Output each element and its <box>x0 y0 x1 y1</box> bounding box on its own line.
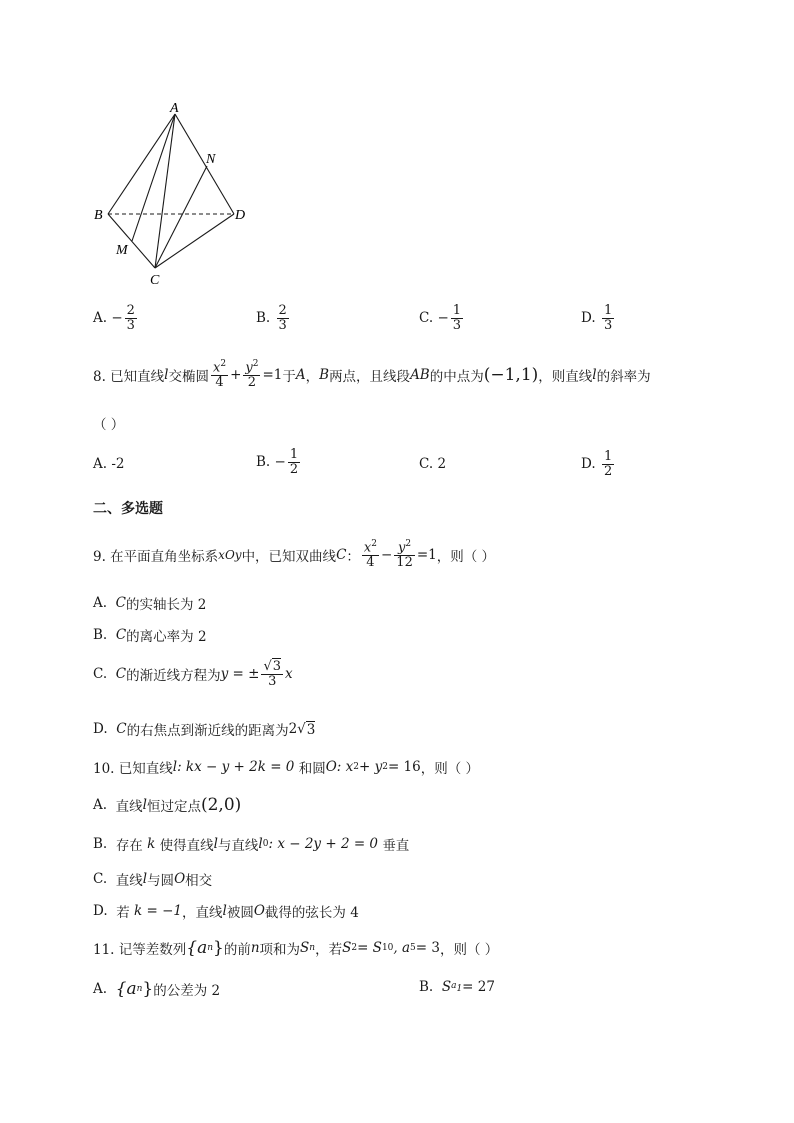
numerator: 1 <box>452 303 462 318</box>
option-sign: − <box>437 310 449 327</box>
option-text: 的公差为 2 <box>153 983 221 999</box>
option-letter: B. <box>93 627 108 643</box>
condition: S <box>342 940 352 956</box>
denominator: 4 <box>366 554 375 570</box>
option-text: 存在 <box>115 838 143 854</box>
q9-tail: ，则（ ） <box>436 548 496 565</box>
option-letter: B. <box>419 979 434 995</box>
fixed-point: (2,0) <box>200 795 242 815</box>
var-S: S <box>300 940 310 956</box>
option-letter: B. <box>256 310 271 327</box>
q8-text: 于 <box>282 368 296 385</box>
circle-equation: = 16 <box>387 759 421 775</box>
q11-text: 的前 <box>223 942 251 958</box>
fraction <box>288 448 300 476</box>
option-letter: A. <box>93 310 108 327</box>
fraction-y2-12: $\frac{y^2}{12}$ <box>396 539 413 570</box>
var-l: l <box>142 797 147 813</box>
option-letter: B. <box>256 454 271 471</box>
option-value: -2 <box>111 456 125 472</box>
var-y: y <box>220 666 229 683</box>
equals-one: =1 <box>416 546 437 563</box>
fraction <box>602 450 614 478</box>
denominator: 3 <box>126 317 135 333</box>
denominator: 2 <box>247 374 257 390</box>
label-N: N <box>206 152 216 167</box>
var-C: C <box>116 721 127 737</box>
q7-option-a[interactable] <box>93 304 139 332</box>
var-x: x <box>213 360 221 376</box>
label-C: C <box>150 273 160 288</box>
var-l: l <box>592 366 597 383</box>
numerator: 1 <box>289 447 299 462</box>
q10-text: 和圆 <box>298 761 326 777</box>
option-letter: A. <box>93 797 108 813</box>
q8-text: 的斜率为 <box>596 368 651 385</box>
var-S: S <box>441 979 452 995</box>
denominator: 3 <box>603 317 613 333</box>
plus-minus: = ± <box>232 666 260 683</box>
option-value: = 27 <box>462 979 495 995</box>
label-A: A <box>170 101 179 116</box>
radicand: 3 <box>306 721 316 738</box>
option-letter: C. <box>419 310 434 327</box>
option-text: 截得的弦长为 4 <box>264 905 359 921</box>
q11-stem: 11. 记等差数列 {a n } 的前 n 项和为 S n ，若 S 2 = S 10 , a 5 = 3 ，则（ ） <box>93 938 499 958</box>
q10-option-a[interactable] <box>93 795 241 815</box>
segment-CN <box>155 166 207 268</box>
var-l: l <box>142 871 148 887</box>
var-O: O <box>253 903 265 919</box>
edge-AD <box>175 114 234 214</box>
option-text: 直线 <box>115 799 143 815</box>
q8-option-a[interactable] <box>93 456 125 472</box>
option-letter: D. <box>93 903 108 919</box>
option-text: 使得直线 <box>159 838 214 854</box>
option-letter: A. <box>93 456 108 472</box>
var-l: l <box>164 366 169 383</box>
q8-text: 两点，且线段 <box>329 368 411 385</box>
var-C: C <box>115 595 126 611</box>
line-equation: : kx − y + 2k = 0 <box>177 759 295 775</box>
denominator: 3 <box>452 317 462 333</box>
q10-option-b[interactable]: B. 存在 k 使得直线 l 与直线 l 0 : x − 2y + 2 = 0 垂直 <box>93 836 410 854</box>
option-text: 与圆 <box>147 873 175 889</box>
q11-text: ，若 <box>315 942 343 958</box>
option-letter: A. <box>93 595 108 611</box>
circle-equation: : x <box>336 759 354 775</box>
option-letter: D. <box>581 310 596 327</box>
q8-prefix: 8. 已知直线 <box>93 368 165 385</box>
fraction-y2-2: $\frac{y^2}{2}$ <box>245 359 259 390</box>
fraction <box>125 304 137 332</box>
q8-text: 的中点为 <box>429 368 484 385</box>
numerator: 2 <box>126 303 135 318</box>
plus-sign: + <box>230 366 242 383</box>
separator: ， <box>305 368 320 385</box>
denominator: 3 <box>278 317 287 333</box>
option-sign: − <box>111 310 123 327</box>
edge-AB <box>108 114 175 214</box>
option-text: 的离心率为 2 <box>126 629 207 645</box>
option-text: 若 <box>116 905 130 921</box>
fraction-sqrt3-3: $\frac{√3}{3}$ <box>263 659 282 689</box>
coordinate-system: xOy <box>218 547 242 562</box>
q9-option-a[interactable] <box>93 593 206 613</box>
option-sign: − <box>274 454 286 471</box>
option-text: 的右焦点到渐近线的距离为 <box>126 723 289 739</box>
edge-AC <box>155 114 175 268</box>
line-equation: : x − 2y + 2 = 0 <box>268 836 379 852</box>
q11-tail: ，则（ ） <box>439 942 499 958</box>
fraction <box>602 304 614 332</box>
var-l: l <box>222 903 227 919</box>
condition: , a <box>393 940 411 956</box>
q8-option-d[interactable] <box>581 450 616 478</box>
sequence-end: } <box>213 938 224 958</box>
label-M: M <box>116 243 128 258</box>
tetrahedron-figure <box>90 100 260 290</box>
option-text: 的渐近线方程为 <box>126 668 221 685</box>
q11-option-b[interactable]: B. S $a_1$ = 27 <box>419 979 495 995</box>
condition: = S <box>357 940 382 956</box>
q9-text: 中，已知双曲线 <box>241 548 337 565</box>
q7-option-b[interactable] <box>256 304 291 332</box>
q9-stem <box>93 540 495 570</box>
section-title: 二、多选题 <box>93 501 163 517</box>
option-letter: D. <box>581 456 596 473</box>
denominator: 2 <box>289 461 299 477</box>
q8-text: ，则直线 <box>538 368 593 385</box>
denominator: 12 <box>396 554 413 570</box>
numerator: 1 <box>603 449 613 464</box>
q10-option-d[interactable] <box>93 901 359 921</box>
condition: = 3 <box>415 940 440 956</box>
var-l: l <box>213 836 218 852</box>
denominator: 2 <box>603 463 613 479</box>
option-text: 与直线 <box>217 838 259 854</box>
option-text: 被圆 <box>226 905 254 921</box>
minus-sign: − <box>380 546 393 563</box>
q11-text: 项和为 <box>259 942 301 958</box>
option-text: 相交 <box>185 873 213 889</box>
option-text: 恒过定点 <box>146 799 201 815</box>
q8-stem <box>93 360 651 390</box>
q9-option-d[interactable]: D. C 的右焦点到渐近线的距离为 2 √ 3 <box>93 721 316 739</box>
fraction-x2-4: $\frac{x^2}{4}$ <box>213 359 227 390</box>
fraction-x2-4: $\frac{x^2}{4}$ <box>363 539 377 570</box>
option-text: 的实轴长为 2 <box>125 597 207 613</box>
colon: ： <box>346 548 360 565</box>
segment-MA <box>132 114 175 241</box>
q11-option-a[interactable]: A. {a n } 的公差为 2 <box>93 979 221 999</box>
q8-option-c[interactable] <box>419 456 446 472</box>
q8-text: 交椭圆 <box>168 368 209 385</box>
denominator: 4 <box>215 374 224 390</box>
fraction <box>451 304 463 332</box>
option-text: 垂直 <box>382 838 410 854</box>
segment-AB: AB <box>410 366 430 383</box>
q9-option-c[interactable] <box>93 660 293 688</box>
var-k: k <box>147 836 156 852</box>
k-value: k = −1 <box>134 903 183 919</box>
q8-answer-paren: （ ） <box>93 417 125 433</box>
option-value: 2 <box>437 456 447 472</box>
option-text: 直线 <box>115 873 143 889</box>
var-l: l <box>172 759 178 775</box>
var-x: x <box>363 540 372 556</box>
circle-equation: + y <box>358 759 383 775</box>
label-D: D <box>235 208 246 223</box>
var-O: O <box>325 759 337 775</box>
sequence: {a <box>115 979 137 999</box>
sequence: {a <box>186 938 208 958</box>
q10-prefix: 10. 已知直线 <box>93 761 173 777</box>
numerator: 2 <box>278 303 287 318</box>
var-O: O <box>174 871 186 887</box>
point-A: A <box>295 366 306 383</box>
q9-option-b[interactable] <box>93 625 207 645</box>
q9-prefix: 9. 在平面直角坐标系 <box>93 548 219 565</box>
q7-option-d[interactable] <box>581 304 616 332</box>
radicand: 3 <box>272 659 282 674</box>
denominator: 3 <box>268 673 277 689</box>
edge-BC <box>108 214 155 268</box>
option-letter: B. <box>93 836 108 852</box>
var-C: C <box>336 546 347 563</box>
var-l0: l <box>258 836 263 852</box>
q10-tail: ，则（ ） <box>420 761 480 777</box>
q8-option-b[interactable] <box>256 448 302 476</box>
option-letter: C. <box>419 456 434 472</box>
var-y: y <box>245 360 253 376</box>
var-n: n <box>250 940 260 956</box>
point-B: B <box>319 366 330 383</box>
equals-one: =1 <box>262 366 283 383</box>
q10-stem: 10. 已知直线 l : kx − y + 2k = 0 和圆 O : x 2 + y 2 = 16 ，则（ ） <box>93 759 480 777</box>
label-B: B <box>94 208 103 223</box>
sequence-end: } <box>142 979 154 999</box>
q7-option-c[interactable] <box>419 304 465 332</box>
midpoint-value: (−1,1) <box>483 364 539 385</box>
var-C: C <box>115 627 127 643</box>
var-y: y <box>398 540 406 556</box>
distance-coef: 2 <box>288 721 298 737</box>
option-letter: C. <box>93 871 108 887</box>
numerator: 1 <box>603 303 613 318</box>
fraction <box>277 304 289 332</box>
option-letter: D. <box>93 721 108 737</box>
option-text: ，直线 <box>182 905 223 921</box>
edge-CD <box>155 214 234 268</box>
var-x: x <box>285 666 293 683</box>
option-letter: C. <box>93 666 108 683</box>
var-C: C <box>115 666 127 683</box>
option-letter: A. <box>93 981 108 997</box>
q10-option-c[interactable] <box>93 869 212 889</box>
q11-prefix: 11. 记等差数列 <box>93 942 187 958</box>
